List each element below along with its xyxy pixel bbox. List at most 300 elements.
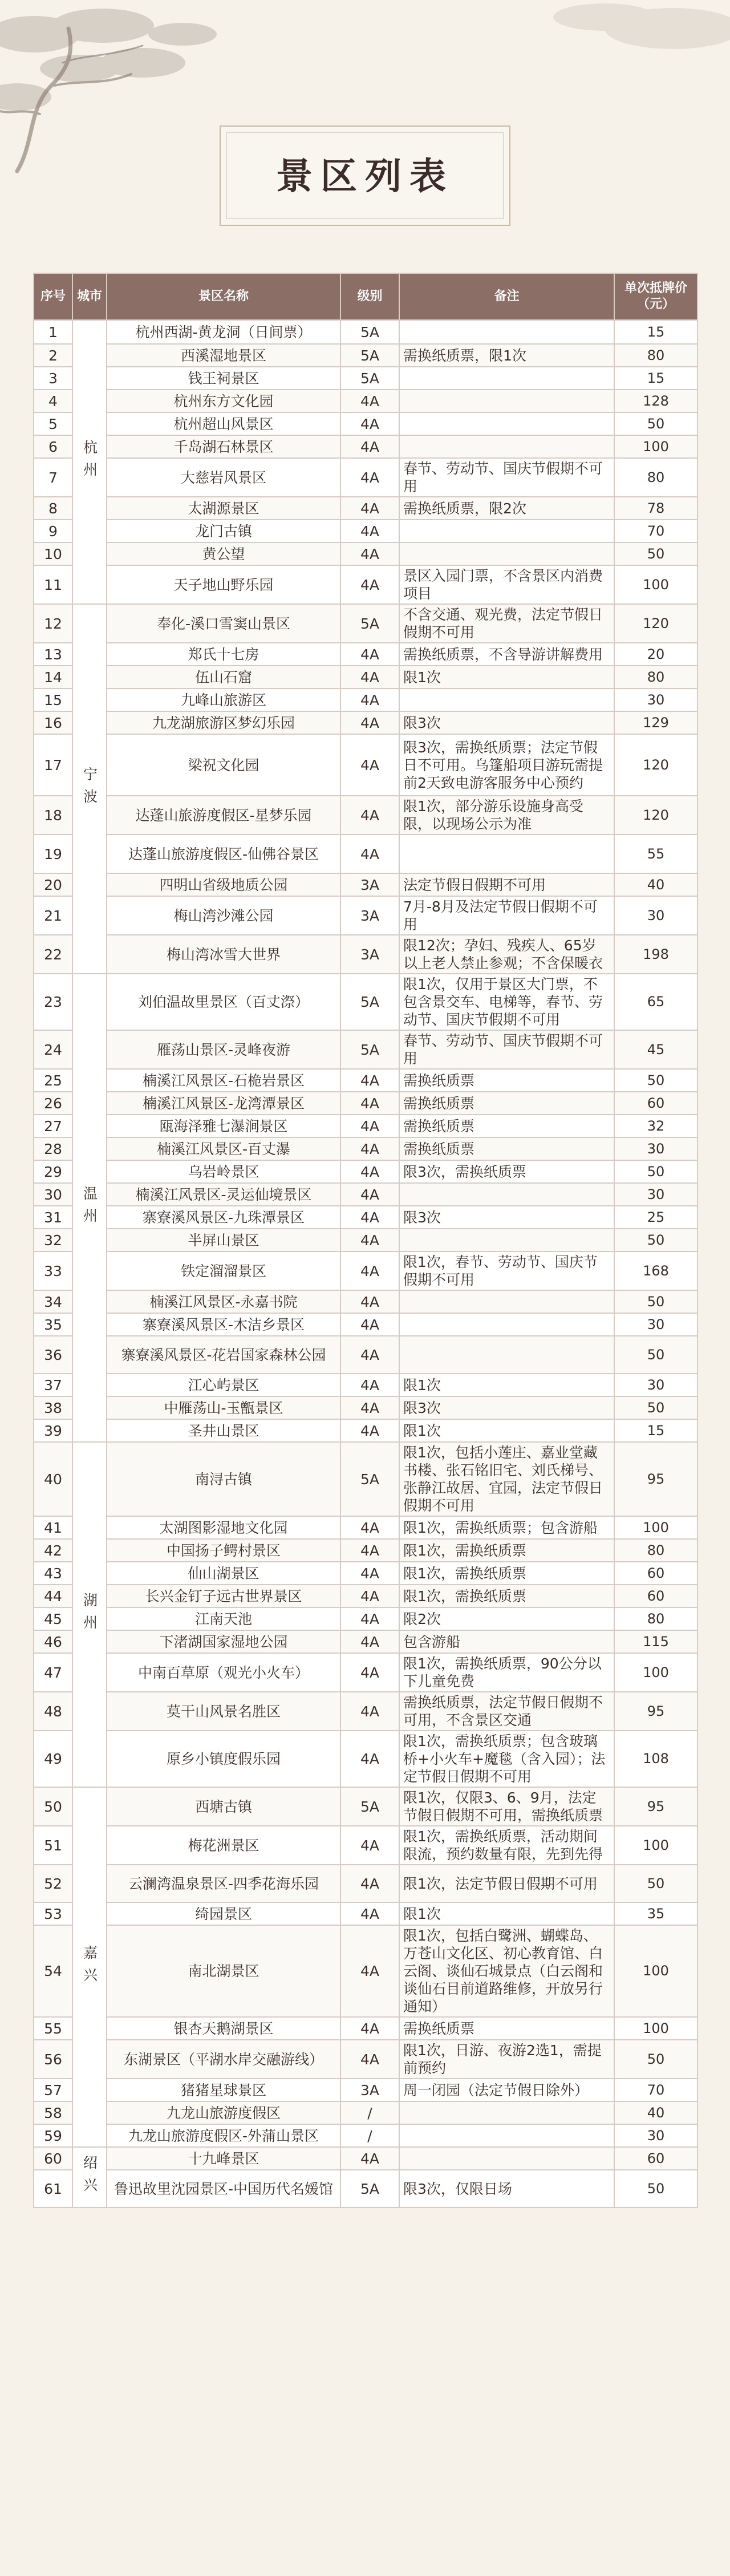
cell-price: 80 xyxy=(614,458,697,497)
cell-level: 4A xyxy=(340,1865,399,1902)
cell-level: 4A xyxy=(340,1229,399,1251)
cell-remarks: 限3次 xyxy=(399,1396,614,1419)
cell-level: 4A xyxy=(340,1206,399,1229)
cell-spot-name: 寨寮溪风景区-九珠潭景区 xyxy=(107,1206,340,1229)
cell-price: 60 xyxy=(614,1562,697,1585)
cell-level: 4A xyxy=(340,1160,399,1183)
cell-price: 30 xyxy=(614,1137,697,1160)
cell-remarks: 限1次 xyxy=(399,1902,614,1925)
cell-index: 31 xyxy=(34,1206,72,1229)
cell-index: 45 xyxy=(34,1607,72,1630)
cell-index: 42 xyxy=(34,1539,72,1562)
cell-city: 宁波 xyxy=(72,604,107,974)
cell-spot-name: 西塘古镇 xyxy=(107,1787,340,1826)
cell-index: 61 xyxy=(34,2170,72,2208)
cell-price: 50 xyxy=(614,2040,697,2079)
cell-index: 40 xyxy=(34,1442,72,1516)
table-row xyxy=(34,390,697,412)
cell-level: 4A xyxy=(340,711,399,734)
cell-level: 5A xyxy=(340,2170,399,2208)
title-frame xyxy=(220,125,510,226)
table-row xyxy=(34,873,697,896)
table-row xyxy=(34,2147,697,2170)
cell-index: 51 xyxy=(34,1826,72,1865)
cell-remarks: 包含游船 xyxy=(399,1630,614,1653)
cell-level: 4A xyxy=(340,2017,399,2040)
table-row xyxy=(34,1313,697,1336)
table-row xyxy=(34,1183,697,1206)
cell-index: 38 xyxy=(34,1396,72,1419)
cell-spot-name: 中国扬子鳄村景区 xyxy=(107,1539,340,1562)
cell-level: 4A xyxy=(340,1419,399,1442)
table-row xyxy=(34,1925,697,2017)
cell-spot-name: 刘伯温故里景区（百丈漈） xyxy=(107,974,340,1030)
table-row xyxy=(34,520,697,542)
table-row xyxy=(34,320,697,344)
cell-level: 4A xyxy=(340,1630,399,1653)
table-row xyxy=(34,1731,697,1787)
cell-index: 48 xyxy=(34,1692,72,1731)
table-row xyxy=(34,1206,697,1229)
cell-index: 30 xyxy=(34,1183,72,1206)
cell-spot-name: 九龙湖旅游区梦幻乐园 xyxy=(107,711,340,734)
cell-price: 95 xyxy=(614,1692,697,1731)
cell-level: 4A xyxy=(340,1290,399,1313)
table-row xyxy=(34,835,697,873)
cell-remarks: 限1次，包括小莲庄、嘉业堂藏书楼、张石铭旧宅、刘氏梯号、张静江故居、宜园，法定节假日假期不可用 xyxy=(399,1442,614,1516)
cell-level: 4A xyxy=(340,1925,399,2017)
cell-index: 10 xyxy=(34,542,72,565)
cell-remarks: 需换纸质票 xyxy=(399,1069,614,1092)
cell-index: 55 xyxy=(34,2017,72,2040)
cell-price: 32 xyxy=(614,1115,697,1137)
cell-level: 4A xyxy=(340,734,399,796)
cell-index: 17 xyxy=(34,734,72,796)
cell-spot-name: 圣井山景区 xyxy=(107,1419,340,1442)
cell-remarks: 限1次，法定节假日假期不可用 xyxy=(399,1865,614,1902)
cell-index: 14 xyxy=(34,666,72,688)
cell-price: 100 xyxy=(614,2017,697,2040)
cell-price: 50 xyxy=(614,2170,697,2208)
cell-level: 5A xyxy=(340,1442,399,1516)
cell-price: 50 xyxy=(614,1160,697,1183)
cell-index: 35 xyxy=(34,1313,72,1336)
cell-remarks: 7月-8月及法定节假日假期不可用 xyxy=(399,896,614,935)
cell-remarks xyxy=(399,390,614,412)
cell-remarks: 限1次，仅用于景区大门票，不包含景交车、电梯等，春节、劳动节、国庆节假期不可用 xyxy=(399,974,614,1030)
cell-price: 60 xyxy=(614,1585,697,1607)
table-body xyxy=(34,320,697,2208)
table-row xyxy=(34,1865,697,1902)
cell-remarks: 限1次，仅限3、6、9月，法定节假日假期不可用，需换纸质票 xyxy=(399,1787,614,1826)
table-row xyxy=(34,1442,697,1516)
cell-index: 19 xyxy=(34,835,72,873)
cell-level: 4A xyxy=(340,1902,399,1925)
table-row xyxy=(34,458,697,497)
cell-spot-name: 奉化-溪口雪窦山景区 xyxy=(107,604,340,643)
cell-remarks: 限3次 xyxy=(399,1206,614,1229)
table-row xyxy=(34,1630,697,1653)
cell-price: 40 xyxy=(614,873,697,896)
cell-price: 50 xyxy=(614,1290,697,1313)
cell-spot-name: 九龙山旅游度假区-外蒲山景区 xyxy=(107,2124,340,2147)
header-price: 单次抵牌价（元） xyxy=(614,273,697,320)
cell-level: 5A xyxy=(340,604,399,643)
cell-spot-name: 四明山省级地质公园 xyxy=(107,873,340,896)
cell-spot-name: 云澜湾温泉景区-四季花海乐园 xyxy=(107,1865,340,1902)
cell-remarks: 需换纸质票，限2次 xyxy=(399,497,614,520)
cell-index: 2 xyxy=(34,344,72,367)
cell-remarks: 限1次，需换纸质票 xyxy=(399,1562,614,1585)
cell-index: 6 xyxy=(34,435,72,458)
cell-index: 57 xyxy=(34,2079,72,2101)
cell-level: 5A xyxy=(340,974,399,1030)
cell-index: 20 xyxy=(34,873,72,896)
cell-level: 5A xyxy=(340,1030,399,1069)
cell-spot-name: 半屏山景区 xyxy=(107,1229,340,1251)
cell-level: 4A xyxy=(340,1313,399,1336)
cell-level: 5A xyxy=(340,367,399,390)
cell-level: 4A xyxy=(340,542,399,565)
cell-remarks: 限3次，需换纸质票；法定节假日不可用。乌篷船项目游玩需提前2天致电游客服务中心预约 xyxy=(399,734,614,796)
cell-remarks: 景区入园门票，不含景区内消费项目 xyxy=(399,565,614,604)
cell-index: 44 xyxy=(34,1585,72,1607)
cell-spot-name: 梅山湾冰雪大世界 xyxy=(107,935,340,974)
table-row xyxy=(34,688,697,711)
cell-level: 4A xyxy=(340,1336,399,1374)
cell-index: 33 xyxy=(34,1251,72,1290)
cell-index: 5 xyxy=(34,412,72,435)
cell-spot-name: 莫干山风景名胜区 xyxy=(107,1692,340,1731)
cell-remarks: 限1次，日游、夜游2选1，需提前预约 xyxy=(399,2040,614,2079)
cell-level: 5A xyxy=(340,320,399,344)
cell-remarks: 限1次，包括白鹭洲、蝴蝶岛、万苍山文化区、初心教育馆、白云阁、谈仙石城景点（白云阁和谈仙石目前道路维修，开放另行通知） xyxy=(399,1925,614,2017)
cell-level: 4A xyxy=(340,666,399,688)
cell-spot-name: 大慈岩风景区 xyxy=(107,458,340,497)
cell-level: 4A xyxy=(340,1251,399,1290)
cell-spot-name: 南北湖景区 xyxy=(107,1925,340,2017)
cell-level: 4A xyxy=(340,1069,399,1092)
cell-level: 3A xyxy=(340,873,399,896)
table-row xyxy=(34,1115,697,1137)
cell-spot-name: 十九峰景区 xyxy=(107,2147,340,2170)
cell-city: 杭州 xyxy=(72,320,107,604)
cell-price: 40 xyxy=(614,2101,697,2124)
cell-index: 47 xyxy=(34,1653,72,1692)
cell-level: 4A xyxy=(340,435,399,458)
cell-index: 26 xyxy=(34,1092,72,1115)
cell-spot-name: 太湖图影湿地文化园 xyxy=(107,1516,340,1539)
cell-level: 4A xyxy=(340,1516,399,1539)
cell-index: 59 xyxy=(34,2124,72,2147)
cell-price: 128 xyxy=(614,390,697,412)
table-row xyxy=(34,643,697,666)
cell-index: 50 xyxy=(34,1787,72,1826)
table-row xyxy=(34,1336,697,1374)
cell-remarks: 不含交通、观光费，法定节假日假期不可用 xyxy=(399,604,614,643)
cell-spot-name: 梅山湾沙滩公园 xyxy=(107,896,340,935)
cell-spot-name: 西溪湿地景区 xyxy=(107,344,340,367)
cell-price: 168 xyxy=(614,1251,697,1290)
table-row xyxy=(34,974,697,1030)
cell-spot-name: 楠溪江风景区-石桅岩景区 xyxy=(107,1069,340,1092)
cell-index: 46 xyxy=(34,1630,72,1653)
cell-spot-name: 中雁荡山-玉甑景区 xyxy=(107,1396,340,1419)
cell-level: 4A xyxy=(340,2147,399,2170)
cell-price: 80 xyxy=(614,1539,697,1562)
cell-price: 45 xyxy=(614,1030,697,1069)
cell-spot-name: 钱王祠景区 xyxy=(107,367,340,390)
cell-remarks xyxy=(399,1290,614,1313)
cell-level: 4A xyxy=(340,2040,399,2079)
cell-remarks: 需换纸质票，不含导游讲解费用 xyxy=(399,643,614,666)
cell-spot-name: 江心屿景区 xyxy=(107,1374,340,1396)
cell-index: 11 xyxy=(34,565,72,604)
cell-level: 4A xyxy=(340,688,399,711)
table-row xyxy=(34,1374,697,1396)
header-index: 序号 xyxy=(34,273,72,320)
cell-remarks xyxy=(399,520,614,542)
cell-remarks xyxy=(399,1313,614,1336)
cell-price: 30 xyxy=(614,1183,697,1206)
table-row xyxy=(34,1137,697,1160)
cell-price: 198 xyxy=(614,935,697,974)
page-title: 景区列表 xyxy=(276,155,454,198)
cell-remarks xyxy=(399,1229,614,1251)
cell-remarks xyxy=(399,1183,614,1206)
table-row xyxy=(34,2079,697,2101)
cell-index: 21 xyxy=(34,896,72,935)
cell-spot-name: 九龙山旅游度假区 xyxy=(107,2101,340,2124)
cell-remarks: 周一闭园（法定节假日除外） xyxy=(399,2079,614,2101)
cell-level: 3A xyxy=(340,896,399,935)
cell-level: 4A xyxy=(340,412,399,435)
cell-spot-name: 鲁迅故里沈园景区-中国历代名媛馆 xyxy=(107,2170,340,2208)
table-row xyxy=(34,2040,697,2079)
cell-index: 13 xyxy=(34,643,72,666)
cell-remarks: 限1次，春节、劳动节、国庆节假期不可用 xyxy=(399,1251,614,1290)
cell-remarks xyxy=(399,688,614,711)
cell-level: 4A xyxy=(340,1585,399,1607)
table-row xyxy=(34,935,697,974)
cell-spot-name: 雁荡山景区-灵峰夜游 xyxy=(107,1030,340,1069)
cell-index: 52 xyxy=(34,1865,72,1902)
cell-price: 20 xyxy=(614,643,697,666)
cell-spot-name: 达蓬山旅游度假区-仙佛谷景区 xyxy=(107,835,340,873)
cell-spot-name: 达蓬山旅游度假区-星梦乐园 xyxy=(107,796,340,835)
cell-level: 4A xyxy=(340,565,399,604)
cell-spot-name: 九峰山旅游区 xyxy=(107,688,340,711)
cell-index: 16 xyxy=(34,711,72,734)
table-row xyxy=(34,1030,697,1069)
table-row xyxy=(34,1653,697,1692)
cell-spot-name: 杭州超山风景区 xyxy=(107,412,340,435)
table-row xyxy=(34,1290,697,1313)
header-spot-name: 景区名称 xyxy=(107,273,340,320)
cell-price: 15 xyxy=(614,367,697,390)
cell-price: 50 xyxy=(614,542,697,565)
cell-remarks xyxy=(399,542,614,565)
cell-remarks: 法定节假日假期不可用 xyxy=(399,873,614,896)
cell-remarks xyxy=(399,1336,614,1374)
cell-remarks: 限3次，需换纸质票 xyxy=(399,1160,614,1183)
cell-city: 嘉兴 xyxy=(72,1787,107,2147)
cell-price: 80 xyxy=(614,1607,697,1630)
table-row xyxy=(34,1585,697,1607)
cell-remarks xyxy=(399,367,614,390)
cell-spot-name: 黄公望 xyxy=(107,542,340,565)
table-row xyxy=(34,497,697,520)
cell-level: 4A xyxy=(340,1374,399,1396)
cell-level: 4A xyxy=(340,796,399,835)
cell-remarks: 限1次，需换纸质票 xyxy=(399,1585,614,1607)
cell-level: 4A xyxy=(340,390,399,412)
cell-level: 4A xyxy=(340,643,399,666)
cell-spot-name: 楠溪江风景区-永嘉书院 xyxy=(107,1290,340,1313)
cell-remarks: 春节、劳动节、国庆节假期不可用 xyxy=(399,1030,614,1069)
cell-spot-name: 长兴金钉子远古世界景区 xyxy=(107,1585,340,1607)
cell-price: 115 xyxy=(614,1630,697,1653)
cell-city: 湖州 xyxy=(72,1442,107,1787)
cell-index: 58 xyxy=(34,2101,72,2124)
cell-price: 78 xyxy=(614,497,697,520)
cell-spot-name: 杭州西湖-黄龙洞（日间票） xyxy=(107,320,340,344)
cell-index: 12 xyxy=(34,604,72,643)
header-city: 城市 xyxy=(72,273,107,320)
cell-spot-name: 梁祝文化园 xyxy=(107,734,340,796)
cell-price: 30 xyxy=(614,896,697,935)
cell-spot-name: 天子地山野乐园 xyxy=(107,565,340,604)
cell-price: 70 xyxy=(614,520,697,542)
cell-price: 55 xyxy=(614,835,697,873)
table-row xyxy=(34,367,697,390)
cell-remarks: 限1次，需换纸质票；包含玻璃桥+小火车+魔毯（含入园）；法定节假日假期不可用 xyxy=(399,1731,614,1787)
cell-index: 53 xyxy=(34,1902,72,1925)
cell-remarks: 限1次 xyxy=(399,1419,614,1442)
cell-index: 27 xyxy=(34,1115,72,1137)
cell-spot-name: 银杏天鹅湖景区 xyxy=(107,2017,340,2040)
cell-index: 23 xyxy=(34,974,72,1030)
cell-index: 15 xyxy=(34,688,72,711)
cell-level: 4A xyxy=(340,1539,399,1562)
cell-price: 65 xyxy=(614,974,697,1030)
cell-spot-name: 龙门古镇 xyxy=(107,520,340,542)
table-row xyxy=(34,1419,697,1442)
cell-price: 100 xyxy=(614,1516,697,1539)
header-remarks: 备注 xyxy=(399,273,614,320)
cell-remarks xyxy=(399,435,614,458)
table-row xyxy=(34,1396,697,1419)
cell-price: 25 xyxy=(614,1206,697,1229)
cell-price: 120 xyxy=(614,604,697,643)
cell-index: 18 xyxy=(34,796,72,835)
cell-city: 绍兴 xyxy=(72,2147,107,2208)
cell-remarks xyxy=(399,2147,614,2170)
cell-index: 25 xyxy=(34,1069,72,1092)
cell-index: 29 xyxy=(34,1160,72,1183)
cell-spot-name: 江南天池 xyxy=(107,1607,340,1630)
cell-level: 4A xyxy=(340,835,399,873)
cell-index: 54 xyxy=(34,1925,72,2017)
cell-remarks: 需换纸质票 xyxy=(399,1115,614,1137)
table-row xyxy=(34,1539,697,1562)
cell-remarks: 限1次，需换纸质票，90公分以下儿童免费 xyxy=(399,1653,614,1692)
cell-price: 30 xyxy=(614,688,697,711)
cell-index: 39 xyxy=(34,1419,72,1442)
cell-level: 3A xyxy=(340,935,399,974)
cell-spot-name: 太湖源景区 xyxy=(107,497,340,520)
cell-index: 37 xyxy=(34,1374,72,1396)
cell-price: 95 xyxy=(614,1442,697,1516)
cell-price: 15 xyxy=(614,320,697,344)
cell-level: 4A xyxy=(340,1826,399,1865)
cell-price: 80 xyxy=(614,344,697,367)
cell-level: 3A xyxy=(340,2079,399,2101)
cell-price: 100 xyxy=(614,1826,697,1865)
table-row xyxy=(34,344,697,367)
cell-index: 60 xyxy=(34,2147,72,2170)
cell-spot-name: 南浔古镇 xyxy=(107,1442,340,1516)
table-row xyxy=(34,1251,697,1290)
cell-index: 24 xyxy=(34,1030,72,1069)
cell-remarks xyxy=(399,320,614,344)
cell-remarks: 需换纸质票，法定节假日假期不可用，不含景区交通 xyxy=(399,1692,614,1731)
cell-level: 4A xyxy=(340,1137,399,1160)
cell-spot-name: 东湖景区（平湖水岸交融游线） xyxy=(107,2040,340,2079)
table-row xyxy=(34,734,697,796)
cell-price: 129 xyxy=(614,711,697,734)
cell-spot-name: 梅花洲景区 xyxy=(107,1826,340,1865)
cell-index: 41 xyxy=(34,1516,72,1539)
cell-level: 4A xyxy=(340,1115,399,1137)
cell-price: 100 xyxy=(614,565,697,604)
scenic-spot-table xyxy=(33,273,698,2208)
cell-price: 50 xyxy=(614,1336,697,1374)
cell-remarks: 需换纸质票 xyxy=(399,1137,614,1160)
cell-remarks xyxy=(399,835,614,873)
cell-level: 4A xyxy=(340,458,399,497)
cell-spot-name: 乌岩岭景区 xyxy=(107,1160,340,1183)
cell-remarks xyxy=(399,412,614,435)
cell-price: 100 xyxy=(614,1653,697,1692)
table-row xyxy=(34,2124,697,2147)
cell-remarks: 限1次，需换纸质票；包含游船 xyxy=(399,1516,614,1539)
cell-level: 4A xyxy=(340,1607,399,1630)
cell-level: 5A xyxy=(340,1787,399,1826)
table-row xyxy=(34,1229,697,1251)
cell-index: 8 xyxy=(34,497,72,520)
cell-level: 4A xyxy=(340,1396,399,1419)
cell-price: 108 xyxy=(614,1731,697,1787)
cell-price: 120 xyxy=(614,734,697,796)
cell-index: 1 xyxy=(34,320,72,344)
table-row xyxy=(34,1092,697,1115)
cell-level: 4A xyxy=(340,1092,399,1115)
cell-index: 36 xyxy=(34,1336,72,1374)
cell-remarks: 限1次 xyxy=(399,1374,614,1396)
cell-spot-name: 楠溪江风景区-百丈瀑 xyxy=(107,1137,340,1160)
header-level: 级别 xyxy=(340,273,399,320)
cell-index: 22 xyxy=(34,935,72,974)
cell-level: 5A xyxy=(340,344,399,367)
cell-remarks: 限3次 xyxy=(399,711,614,734)
cell-price: 50 xyxy=(614,412,697,435)
cell-level: 4A xyxy=(340,497,399,520)
cell-price: 120 xyxy=(614,796,697,835)
table-row xyxy=(34,1069,697,1092)
cell-index: 49 xyxy=(34,1731,72,1787)
cell-price: 30 xyxy=(614,1313,697,1336)
